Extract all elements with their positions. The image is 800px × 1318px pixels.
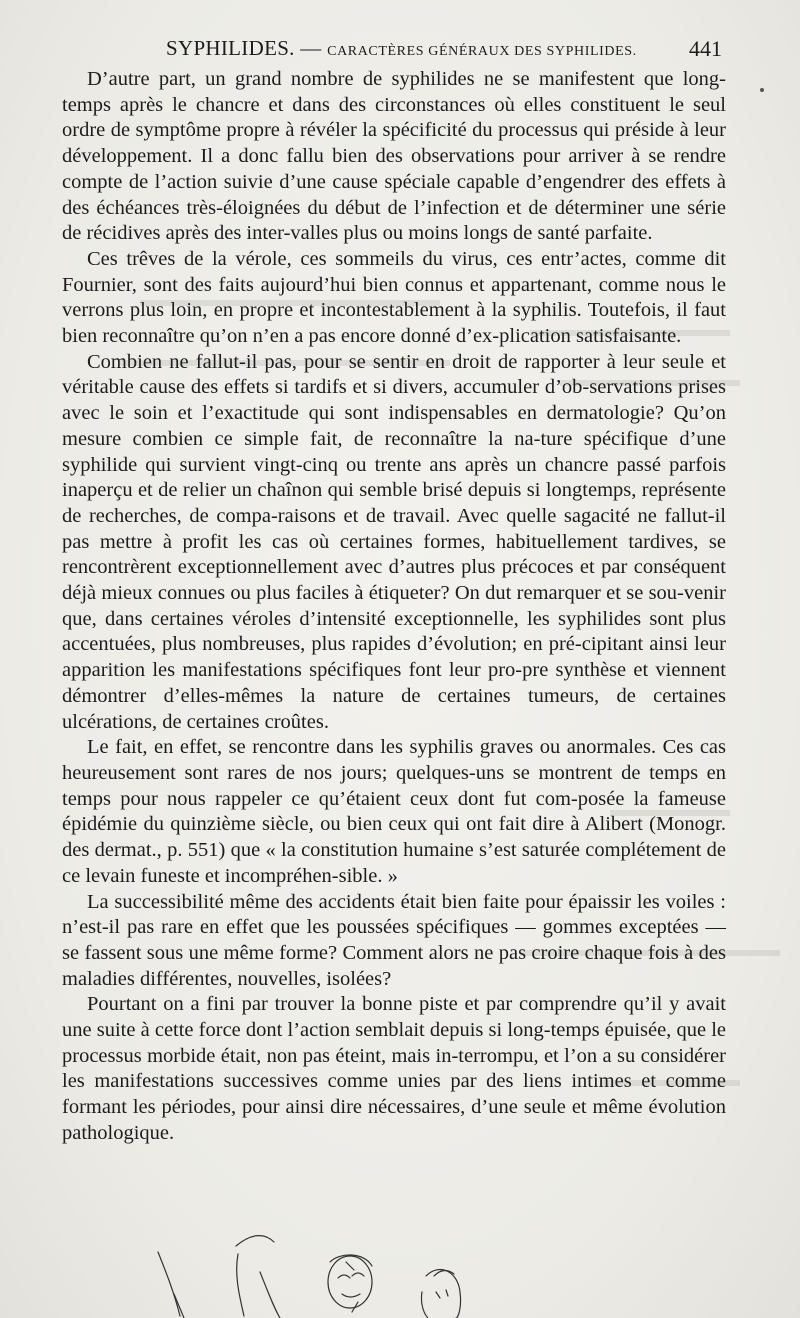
body-text bbox=[62, 67, 726, 1147]
pencil-doodle bbox=[140, 1232, 480, 1318]
paragraph: La successibilité même des accidents était bien faite pour épaissir les voiles : n’est-il pas rare en effet que les poussées spécifiques — gommes exceptées — se fassent sous une même forme? Comment alors ne pas croire chaque fois à des maladies différentes, nouvelles, isolées? bbox=[62, 890, 726, 990]
running-header bbox=[62, 36, 726, 68]
paragraph: D’autre part, un grand nombre de syphilides ne se manifestent que long-temps après le chancre et dans des circonstances où elles constituent le seul ordre de symptôme propre à révéler la spécificité du processus qui préside à leur développement. Il a donc fallu bien des observations pour arriver à se rendre compte de l’action suivie d’une cause spéciale capable d’engendrer des effets à des échéances très-éloignées du début de l’infection et de déterminer une série de récidives après des inter-valles plus ou moins longs de santé parfaite. bbox=[62, 68, 726, 245]
margin-mark bbox=[760, 88, 764, 92]
page-number: 441 bbox=[689, 36, 722, 61]
paragraph: Le fait, en effet, se rencontre dans les syphilis graves ou anormales. Ces cas heureusement sont rares de nos jours; quelques-uns se montrent de temps en temps pour nous rappeler ce qu’étaient ceux dont fut com-posée la fameuse épidémie du quinzième siècle, ou bien ceux qui ont fait dire à Alibert (Monogr. des dermat., p. 551) que « la constitution humaine s’est saturée complétement de ce levain funeste et incompréhen-sible. » bbox=[62, 736, 726, 887]
paragraph: Combien ne fallut-il pas, pour se sentir en droit de rapporter à leur seule et véritable cause des effets si tardifs et si divers, accumuler d’ob-servations prises avec le soin et l’exactitude qui sont indispensables en dermatologie? Qu’on mesure combien ce simple fait, de reconnaître la na-ture spécifique d’une syphilide qui survient vingt-cinq ou trente ans après un chancre passé parfois inaperçu et de relier un chaînon qui semble brisé depuis si longtemps, représente de recherches, de compa-raisons et de travail. Avec quelle sagacité ne fallut-il pas mettre à profit les cas où certaines formes, habituellement tardives, se rencontrèrent exceptionnellement avec d’autres plus précoces et par conséquent déjà mieux connues ou plus faciles à étiqueter? On dut remarquer et se sou-venir que, dans certaines véroles d’intensité exceptionnelle, les syphilides sont plus accentuées, plus nombreuses, plus rapides d’évolution; en pré-cipitant ainsi leur apparition les manifestations spécifiques font leur pro-pre synthèse et viennent démontrer d’elles-mêmes la nature de certaines tumeurs, de certaines ulcérations, de certaines croûtes. bbox=[62, 350, 726, 733]
running-title-main: SYPHILIDES. — bbox=[166, 36, 328, 60]
running-title bbox=[166, 36, 637, 61]
running-title-sub: CARACTÈRES GÉNÉRAUX DES SYPHILIDES. bbox=[327, 44, 637, 59]
paragraph: Ces trêves de la vérole, ces sommeils du virus, ces entr’actes, comme dit Fournier, sont des faits aujourd’hui bien connus et appartenant, comme nous le verrons plus loin, en propre et incontestablement à la syphilis. Toutefois, il faut bien reconnaître qu’on n’en a pas encore donné d’ex-plication satisfaisante. bbox=[62, 247, 726, 348]
paragraph: Pourtant on a fini par trouver la bonne piste et par comprendre qu’il y avait une suite à cette force dont l’action semblait depuis si long-temps épuisée, que le processus morbide était, non pas éteint, mais in-terrompu, et l’on a su considérer les manifestations successives comme unies par des liens intimes et comme formant les périodes, pour ainsi dire nécessaires, d’une seule et même évolution pathologique. bbox=[62, 993, 726, 1144]
